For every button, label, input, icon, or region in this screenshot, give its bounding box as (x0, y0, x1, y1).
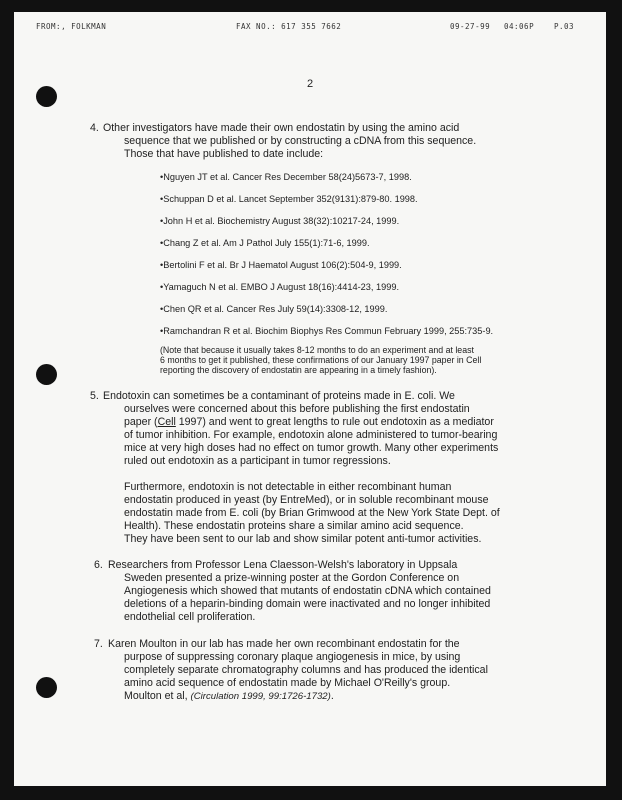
reference-item: •Nguyen JT et al. Cancer Res December 58(24)5673-7, 1998. (160, 172, 412, 182)
page-number: 2 (306, 78, 314, 90)
fax-number: FAX NO.: 617 355 7662 (236, 22, 342, 31)
text-segment: . (330, 690, 334, 702)
fax-date: 09-27-99 (450, 22, 491, 31)
reference-item: •Ramchandran R et al. Biochim Biophys Res Commun February 1999, 255:735-9. (160, 326, 494, 336)
item6-line: Researchers from Professor Lena Claesson-Welsh's laboratory in Uppsala (108, 559, 458, 571)
item4-line: sequence that we published or by constructing a cDNA from this sequence. (124, 135, 477, 147)
item-number: 4. (90, 122, 99, 134)
item7-line: amino acid sequence of endostatin made by Michael O'Reilly's group. (124, 677, 451, 689)
text-segment: paper ( (124, 416, 158, 428)
fax-header (14, 22, 606, 36)
item4-line: Those that have published to date include: (124, 148, 324, 160)
item5-line: ourselves were concerned about this before publishing the first endostatin (124, 403, 470, 415)
reference-item: •Chen QR et al. Cancer Res July 59(14):3308-12, 1999. (160, 304, 388, 314)
punch-hole (36, 364, 57, 385)
note-line: reporting the discovery of endostatin are appearing in a timely fashion). (160, 365, 437, 375)
item5-line: of tumor inhibition. For example, endotoxin alone administered to tumor-bearing (124, 429, 498, 441)
item5-line: Health). These endostatin proteins share a similar amino acid sequence. (124, 520, 464, 532)
cell-journal-reference: Cell (157, 416, 176, 428)
item5-line: Endotoxin can sometimes be a contaminant of proteins made in E. coli. We (103, 390, 455, 402)
punch-hole (36, 677, 57, 698)
fax-page (14, 12, 606, 786)
reference-item: •Yamaguch N et al. EMBO J August 18(16):4414-23, 1999. (160, 282, 399, 292)
fax-time: 04:06P (504, 22, 535, 31)
item5-line: They have been sent to our lab and show similar potent anti-tumor activities. (124, 533, 482, 545)
reference-item: •John H et al. Biochemistry August 38(32):10217-24, 1999. (160, 216, 400, 226)
reference-item: •Schuppan D et al. Lancet September 352(9131):879-80. 1998. (160, 194, 418, 204)
item7-line: Karen Moulton in our lab has made her own recombinant endostatin for the (108, 638, 460, 650)
item5-line: ruled out endotoxin as a participant in tumor regressions. (124, 455, 391, 467)
item-number: 7. (94, 638, 103, 650)
fax-page-number: P.03 (554, 22, 575, 31)
reference-item: •Chang Z et al. Am J Pathol July 155(1):71-6, 1999. (160, 238, 370, 248)
note-line: (Note that because it usually takes 8-12 months to do an experiment and at least (160, 345, 474, 355)
item5-line (124, 416, 494, 429)
fax-from: FROM:, FOLKMAN (36, 22, 107, 31)
item4-line: Other investigators have made their own endostatin by using the amino acid (103, 122, 460, 134)
reference-item: •Bertolini F et al. Br J Haematol August 106(2):504-9, 1999. (160, 260, 402, 270)
item5-line: endostatin made from E. coli (by Brian Grimwood at the New York State Dept. of (124, 507, 500, 519)
item5-line: endostatin produced in yeast (by EntreMed), or in soluble recombinant mouse (124, 494, 489, 506)
item7-line: purpose of suppressing coronary plaque angiogenesis in mice, by using (124, 651, 461, 663)
item-number: 6. (94, 559, 103, 571)
item7-line (124, 690, 334, 703)
item6-line: endothelial cell proliferation. (124, 611, 256, 623)
item-number: 5. (90, 390, 99, 402)
note-line: 6 months to get it published, these confirmations of our January 1997 paper in Cell (160, 355, 482, 365)
item5-line: Furthermore, endotoxin is not detectable in either recombinant human (124, 481, 452, 493)
item6-line: Sweden presented a prize-winning poster at the Gordon Conference on (124, 572, 460, 584)
item6-line: Angiogenesis which showed that mutants of endostatin cDNA which contained (124, 585, 491, 597)
text-segment: Moulton et al, (124, 690, 191, 702)
text-segment: 1997) and went to great lengths to rule out endotoxin as a mediator (175, 416, 494, 428)
circulation-citation: (Circulation 1999, 99:1726-1732) (190, 691, 331, 702)
item6-line: deletions of a heparin-binding domain were inactivated and no longer inhibited (124, 598, 491, 610)
item5-line: mice at very high doses had no effect on tumor growth. Many other experiments (124, 442, 499, 454)
item7-line: completely separate chromatography columns and has produced the identical (124, 664, 488, 676)
